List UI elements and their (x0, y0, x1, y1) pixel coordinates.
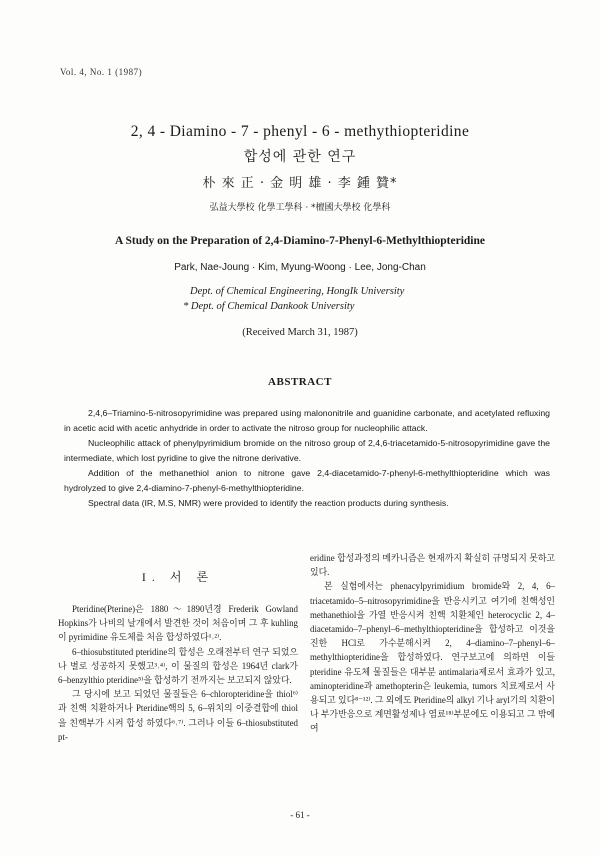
paper-title-korean-part: 합성에 관한 연구 (243, 149, 357, 165)
body-paragraph: Pteridine(Pterine)은 1880～1890년경 Frederik Gowland Hopkins가 나비의 날개에서 발견한 것이 처음이며 그 후 kuhling이 pyrimidine 유도체를 처음 합성하였다¹˒²⁾. (58, 604, 298, 643)
department-1: Dept. of Chemical Engineering, HongIk University (190, 286, 405, 297)
received-date: (Received March 31, 1987) (242, 327, 358, 338)
authors-english: Park, Nae-Joung · Kim, Myung-Woong · Lee, Jong-Chan (174, 262, 426, 273)
left-column (58, 602, 298, 744)
abstract-paragraph: Addition of the methanethiol anion to nitrone gave 2,4-diacetamido-7-phenyl-6-methylthiopteridine which was hydrolyzed to give 2,4-diamino-7-phenyl-6-methylthiopteridine. (64, 468, 550, 493)
department-2: * Dept. of Chemical Dankook University (183, 301, 355, 312)
paper-title-english-part: 2, 4 - Diamino - 7 - phenyl - 6 - methythiopteridine (130, 123, 470, 140)
right-column (310, 551, 555, 736)
abstract-body (64, 406, 550, 511)
section-heading-introduction: I. 서 론 (141, 570, 215, 584)
abstract-paragraph: Spectral data (IR, M.S, NMR) were provided to identify the reaction products during synthesis. (88, 498, 449, 508)
abstract-paragraph: 2,4,6–Triamino-5-nitrosopyrimidine was prepared using malononitrile and guanidine carbonate, and acetylated refluxing in acetic acid with acetic anhydride in order to activate the nitroso group for nucleophilic attack. (64, 408, 550, 433)
english-title: A Study on the Preparation of 2,4-Diamino-7-Phenyl-6-Methylthiopteridine (114, 235, 486, 247)
body-paragraph: 6–thiosubstituted pteridine의 합성은 오래전부터 연구 되었으나 별로 성공하지 못했고³˒⁴⁾, 이 물질의 합성은 1964년 clark가 6–benzylthio pteridine⁵⁾을 합성하기 전까지는 보고되지 않았다. (58, 646, 298, 686)
body-paragraph: 그 당시에 보고 되었던 물질들은 6–chloropteridine을 thiol⁶⁾과 친핵 치환하거나 Pteridine핵의 5, 6–위치의 이중결합에 thiol을 친핵부가 시켜 합성 하였다⁶˒⁷⁾. 그러나 이들 6–thiosubstituted pt- (58, 689, 298, 742)
body-paragraph: 본 실험에서는 phenacylpyrimidium bromide와 2, 4, 6–triacetamido–5–nitrosopyrimidine을 반응시키고 여기에 친핵성인 methanethiol을 가열 반응시켜 친핵 치환체인 heterocyclic 2, 4–diacetamido–7–phenyl–6–methylthiopteridine을 합성하고 이것을 진한 HCl로 가수분해시켜 2, 4–diamino–7–phenyl–6–methylthiopteridine을 합성하였다. 연구보고에 의하면 이들 pteridine 유도체 물질들은 대부분 antimalaria제로서 효과가 있고, aminopteridine과 amethopterin은 leukemia, tumors 치료제로서 사용되고 있다⁸⁻¹²⁾. 그 외에도 Pteridine의 alkyl 기나 aryl기의 치환이나 부가반응으로 계면활성제나 염료¹⁸⁾부분에도 이용되고 그 밖에 여 (310, 581, 555, 734)
abstract-paragraph: Nucleophilic attack of phenylpyrimidium bromide on the nitroso group of 2,4,6-triacetamido-5-nitrosopyrimidine gave the intermediate, which lost pyridine to give the nitrone derivative. (64, 438, 550, 463)
authors-hanja: 朴 來 正 · 金 明 雄 · 李 鍾 贊* (202, 176, 398, 191)
affiliation-hanja: 弘益大學校 化學工學科 · *檀國大學校 化學科 (209, 203, 391, 213)
running-head: Vol. 4, No. 1 (1987) (60, 67, 143, 77)
body-paragraph: eridine 합성과정의 메카니즘은 현재까지 확실히 규명되지 못하고 있다. (310, 553, 555, 578)
abstract-heading: ABSTRACT (268, 376, 332, 388)
page-number: - 61 - (290, 810, 310, 820)
